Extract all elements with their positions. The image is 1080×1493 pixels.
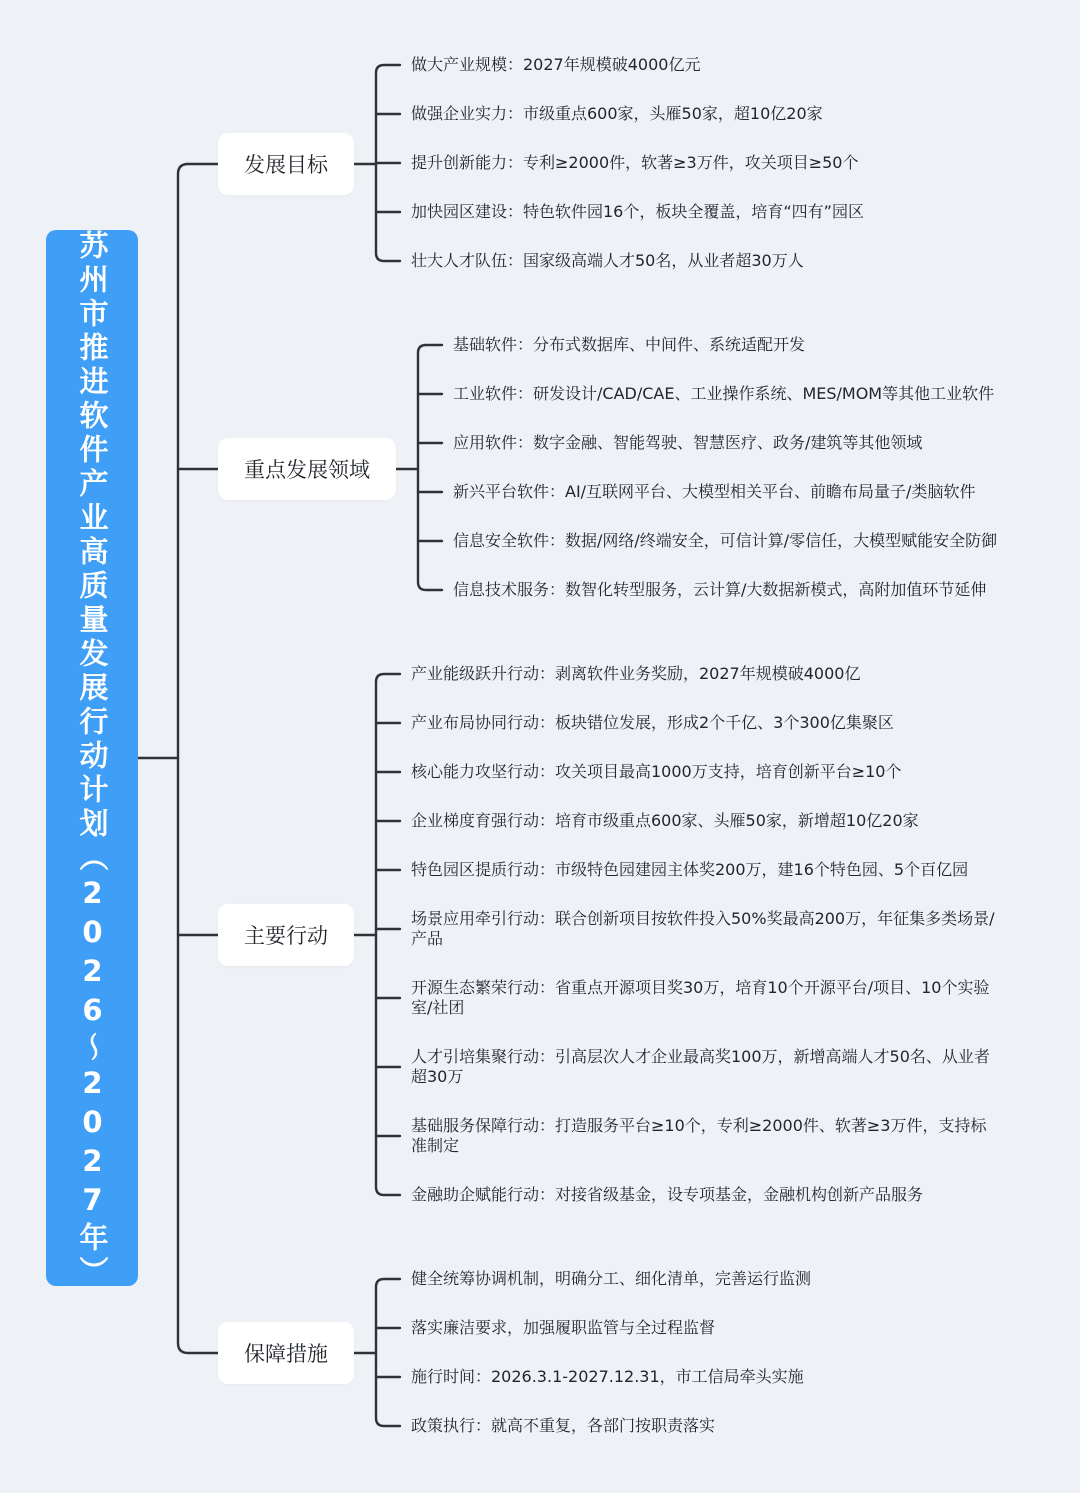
leaf-action-opensource: 开源生态繁荣行动：省重点开源项目奖30万，培育10个开源平台/项目、10个实验室/社团 [411, 978, 990, 1017]
actions-bracket-spine [376, 674, 400, 1195]
leaf-action-finance: 金融助企赋能行动：对接省级基金，设专项基金，金融机构创新产品服务 [411, 1185, 924, 1204]
leaf-field-application: 应用软件：数字金融、智能驾驶、智慧医疗、政务/建筑等其他领域 [453, 433, 923, 452]
leaf-guard-period: 施行时间：2026.3.1-2027.12.31，市工信局牵头实施 [411, 1367, 804, 1386]
leaf-field-basic: 基础软件：分布式数据库、中间件、系统适配开发 [453, 335, 806, 354]
leaf-action-talent: 人才引培集聚行动：引高层次人才企业最高奖100万，新增高端人才50名、从业者超30万 [411, 1047, 990, 1086]
branch-safeguards: 保障措施 [218, 1322, 354, 1384]
leaf-goal-scale: 做大产业规模：2027年规模破4000亿元 [411, 55, 701, 74]
root-title-box [46, 230, 138, 1290]
leaf-action-core: 核心能力攻坚行动：攻关项目最高1000万支持，培育创新平台≥10个 [411, 762, 902, 781]
leaf-goal-innovation: 提升创新能力：专利≥2000件，软著≥3万件，攻关项目≥50个 [411, 153, 859, 172]
leaf-field-industrial: 工业软件：研发设计/CAD/CAE、工业操作系统、MES/MOM等其他工业软件 [453, 384, 995, 403]
branch-key-fields: 重点发展领域 [218, 438, 396, 500]
guard-bracket-spine [376, 1279, 400, 1426]
leaf-goal-parks: 加快园区建设：特色软件园16个，板块全覆盖，培育“四有”园区 [411, 202, 864, 221]
leaf-action-layout: 产业布局协同行动：板块错位发展，形成2个千亿、3个300亿集聚区 [411, 713, 894, 732]
leaf-goal-talent: 壮大人才队伍：国家级高端人才50名，从业者超30万人 [411, 251, 804, 270]
leaf-field-it-service: 信息技术服务：数智化转型服务，云计算/大数据新模式，高附加值环节延伸 [453, 580, 987, 599]
branch-main-actions: 主要行动 [218, 904, 354, 966]
leaf-guard-integrity: 落实廉洁要求，加强履职监管与全过程监督 [411, 1318, 716, 1337]
leaf-action-parks: 特色园区提质行动：市级特色园建园主体奖200万，建16个特色园、5个百亿园 [411, 860, 969, 879]
leaf-guard-execution: 政策执行：就高不重复，各部门按职责落实 [411, 1416, 716, 1435]
leaf-field-platform: 新兴平台软件：AI/互联网平台、大模型相关平台、前瞻布局量子/类脑软件 [453, 482, 976, 501]
leaf-field-security: 信息安全软件：数据/网络/终端安全，可信计算/零信任，大模型赋能安全防御 [453, 531, 998, 550]
leaf-goal-enterprise: 做强企业实力：市级重点600家，头雁50家，超10亿20家 [411, 104, 823, 123]
root-bracket-spine [178, 164, 218, 1353]
leaf-guard-coordination: 健全统筹协调机制，明确分工、细化清单，完善运行监测 [411, 1269, 812, 1288]
root-title: 苏州市推进软件产业高质量发展行动计划（2026～2027年） [75, 230, 110, 1290]
fields-bracket-spine [418, 345, 442, 590]
branch-goals: 发展目标 [218, 133, 354, 195]
leaf-action-upgrade: 产业能级跃升行动：剥离软件业务奖励，2027年规模破4000亿 [411, 664, 861, 683]
leaf-action-scenario: 场景应用牵引行动：联合创新项目按软件投入50%奖最高200万，年征集多类场景/产品 [411, 909, 995, 948]
leaf-action-service: 基础服务保障行动：打造服务平台≥10个，专利≥2000件、软著≥3万件，支持标准制定 [411, 1116, 987, 1155]
leaf-action-enterprise: 企业梯度育强行动：培育市级重点600家、头雁50家，新增超10亿20家 [411, 811, 919, 830]
